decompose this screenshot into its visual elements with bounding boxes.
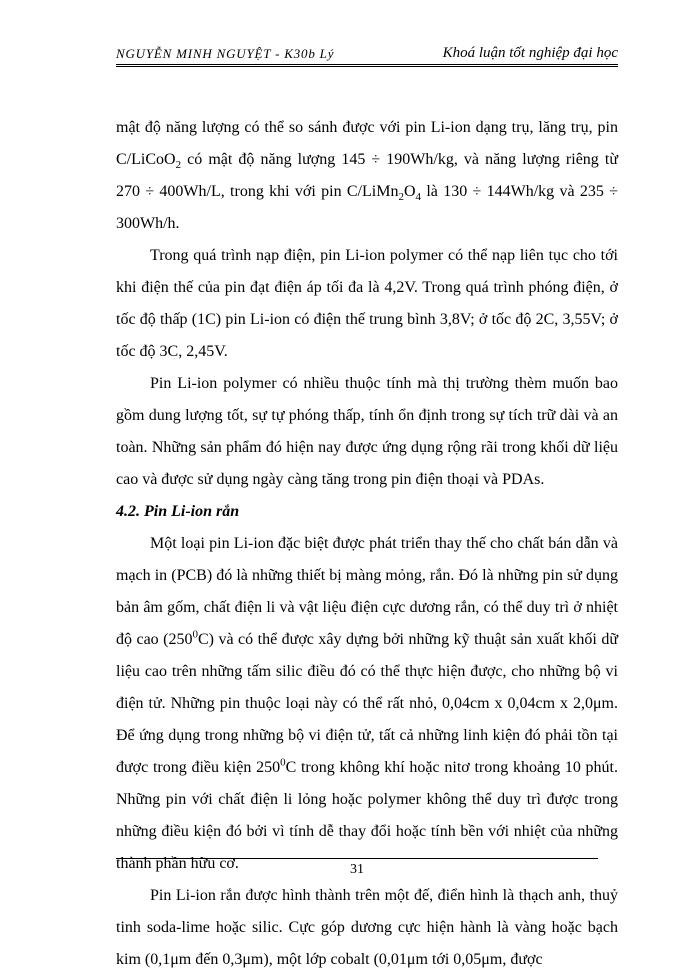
section-heading — [116, 496, 618, 528]
text-run: có mật độ năng lượng 145 ÷ 190Wh/kg, và năng lượng riêng từ 270 ÷ 400Wh/L, trong khi với pin C/LiMn — [116, 151, 618, 200]
text-run: Pin Li-ion polymer có nhiều thuộc tính mà thị trường thèm muốn bao gồm dung lượng tốt, sự tự phóng thấp, tính ổn định trong sự tích trữ dài và an toàn. Những sản phẩm đó hiện nay được ứng dụng rộng rãi trong khối dữ liệu cao và được sử dụng ngày càng tăng trong pin điện thoại và PDAs. — [116, 375, 618, 488]
text-run: 4.2. Pin Li-ion rắn — [116, 503, 240, 520]
superscript: 0 — [192, 628, 198, 641]
text-run: O — [403, 183, 416, 200]
text-run: mật độ năng lượng có thể so sánh được với pin Li-ion dạng trụ, lăng trụ, pin C/LiCoO — [116, 119, 618, 168]
header-rule — [116, 64, 618, 65]
subscript: 4 — [415, 191, 422, 204]
document-body — [116, 112, 618, 976]
text-run: là 130 ÷ 144Wh/kg và 235 ÷ 300Wh/h. — [116, 183, 618, 232]
header-title: Khoá luận tốt nghiệp đại học — [442, 45, 618, 61]
page-header — [116, 42, 618, 64]
superscript: 0 — [280, 756, 286, 769]
paragraph — [116, 112, 618, 240]
text-run: Trong quá trình nạp điện, pin Li-ion polymer có thể nạp liên tục cho tới khi điện thế của pin đạt điện áp tối đa là 4,2V. Trong quá trình phóng điện, ở tốc độ thấp (1C) pin Li-ion có điện thế trung bình 3,8V; ở tốc độ 2C, 3,55V; ở tốc độ 3C, 2,45V. — [116, 247, 618, 360]
header-rule-double — [116, 66, 618, 67]
subscript: 2 — [175, 159, 182, 172]
text-run: Pin Li-ion rắn được hình thành trên một đế, điển hình là thạch anh, thuỷ tinh soda-lime hoặc silic. Cực góp dương cực hiện hành là vàng hoặc bạch kim (0,1μm đến 0,3μm), một lớp cobalt (0,01μm tới 0,05μm, được — [116, 887, 618, 968]
subscript: 2 — [398, 191, 404, 204]
paragraph — [116, 528, 618, 880]
page-number: 31 — [350, 862, 364, 877]
paragraph — [116, 240, 618, 368]
text-run: C trong không khí hoặc nitơ trong khoảng 10 phút. Những pin với chất điện li lỏng hoặc polymer không thể duy trì được trong những điều kiện đó bởi vì tính dễ thay đổi hoặc tính bền với nhiệt của những thành phần hữu cơ. — [116, 759, 619, 872]
paragraph — [116, 368, 618, 496]
paragraph — [116, 880, 618, 976]
text-run: C) và có thể được xây dựng bởi những kỹ thuật sản xuất khối dữ liệu cao trên những tấm silic điều đó có thể thực hiện được, cho những bộ vi điện tử. Những pin thuộc loại này có thể rất nhỏ, 0,04cm x 0,04cm x 2,0μm. Để ứng dụng trong những bộ vi điện tử, tất cả những linh kiện đó phải tồn tại được trong điều kiện 250 — [116, 631, 619, 776]
text-run: Một loại pin Li-ion đặc biệt được phát triển thay thế cho chất bán dẫn và mạch in (PCB) đó là những thiết bị màng mỏng, rắn. Đó là những pin sử dụng bản âm gốm, chất điện li và vật liệu điện cực dương rắn, có thể duy trì ở nhiệt độ cao (250 — [116, 535, 618, 648]
header-author: NGUYỄN MINH NGUYỆT - K30b Lý — [116, 46, 335, 61]
footer-rule — [116, 858, 598, 859]
